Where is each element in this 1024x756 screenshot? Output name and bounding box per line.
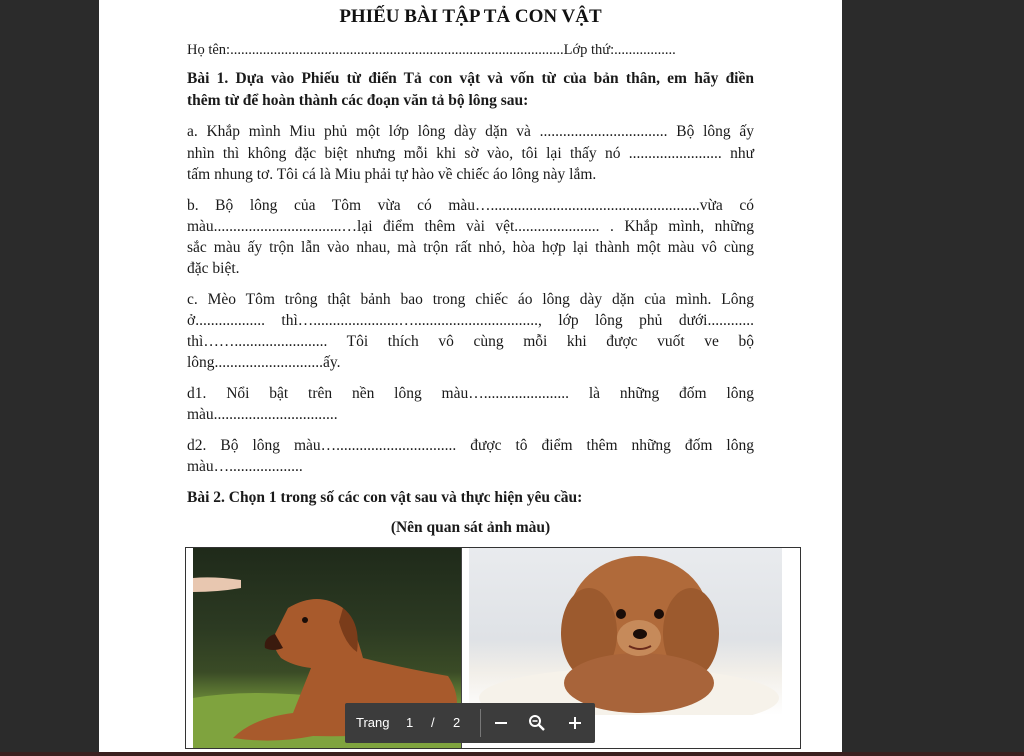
para-d1-line1: d1. Nổi bật trên nền lông màu…...................... là những đốm lông bbox=[187, 385, 754, 402]
para-d2-line1: d2. Bộ lông màu…............................... được tô điểm thêm những đốm lông bbox=[187, 437, 754, 454]
bottom-bar bbox=[0, 752, 1024, 756]
dog-illustration-2 bbox=[469, 548, 782, 715]
para-c-line4: lông............................ấy. bbox=[187, 354, 341, 371]
current-page-input[interactable]: 1 bbox=[406, 715, 414, 730]
dog-photo-poodle bbox=[469, 548, 782, 715]
document-page bbox=[99, 0, 842, 756]
document-title: PHIẾU BÀI TẬP TẢ CON VẬT bbox=[339, 6, 602, 27]
minus-icon bbox=[493, 715, 509, 731]
page-separator: / bbox=[431, 715, 435, 730]
para-b-line4: đặc biệt. bbox=[187, 260, 240, 277]
para-d1-line2: màu................................ bbox=[187, 406, 338, 423]
para-c-line3: thì……........................ Tôi thích vô cùng mỗi khi được vuốt ve bộ bbox=[187, 333, 754, 350]
para-b-line3: sắc màu ấy trộn lẫn vào nhau, mà trộn rất nhỏ, hòa hợp lại thành một màu vô cùng bbox=[187, 239, 754, 256]
zoom-out-button[interactable] bbox=[485, 707, 517, 739]
zoom-in-button[interactable] bbox=[559, 707, 591, 739]
bai1-heading-line2: thêm từ để hoàn thành các đoạn văn tả bộ lông sau: bbox=[187, 92, 529, 109]
para-b-line1: b. Bộ lông của Tôm vừa có màu…......................................................vừa có bbox=[187, 197, 754, 214]
bai2-heading: Bài 2. Chọn 1 trong số các con vật sau và thực hiện yêu cầu: bbox=[187, 489, 583, 506]
para-a-line1: a. Khắp mình Miu phủ một lớp lông dày dặn và ................................. Bộ lông ấy bbox=[187, 123, 754, 140]
pdf-toolbar bbox=[345, 703, 595, 743]
para-a-line3: tấm nhung tơ. Tôi cá là Miu phải tự hào về chiếc áo lông này lắm. bbox=[187, 166, 597, 183]
bai1-heading-line1: Bài 1. Dựa vào Phiếu từ điển Tả con vật và vốn từ của bản thân, em hãy điền bbox=[187, 70, 754, 87]
plus-icon bbox=[567, 715, 583, 731]
para-c-line1: c. Mèo Tôm trông thật bảnh bao trong chiếc áo lông dày dặn của mình. Lông bbox=[187, 291, 754, 308]
para-c-line2: ở.................. thì…......................…................................, lớp lông phủ dưới............ bbox=[187, 312, 754, 329]
para-d2-line2: màu…................... bbox=[187, 458, 303, 475]
total-pages: 2 bbox=[453, 715, 461, 730]
zoom-button[interactable] bbox=[521, 707, 553, 739]
para-b-line2: màu.................................…lại điểm thêm vài vệt...................... . Khắp mình, những bbox=[187, 218, 754, 235]
page-label: Trang bbox=[356, 715, 390, 730]
bai2-note: (Nên quan sát ảnh màu) bbox=[390, 519, 551, 536]
toolbar-divider bbox=[480, 709, 481, 737]
name-line: Họ tên:............................................................................................Lớp thứ:................. bbox=[187, 42, 676, 58]
para-a-line2: nhìn thì không đặc biệt nhưng mỗi khi sờ vào, tôi lại thấy nó ........................ như bbox=[187, 145, 754, 162]
magnifier-icon bbox=[528, 714, 546, 732]
